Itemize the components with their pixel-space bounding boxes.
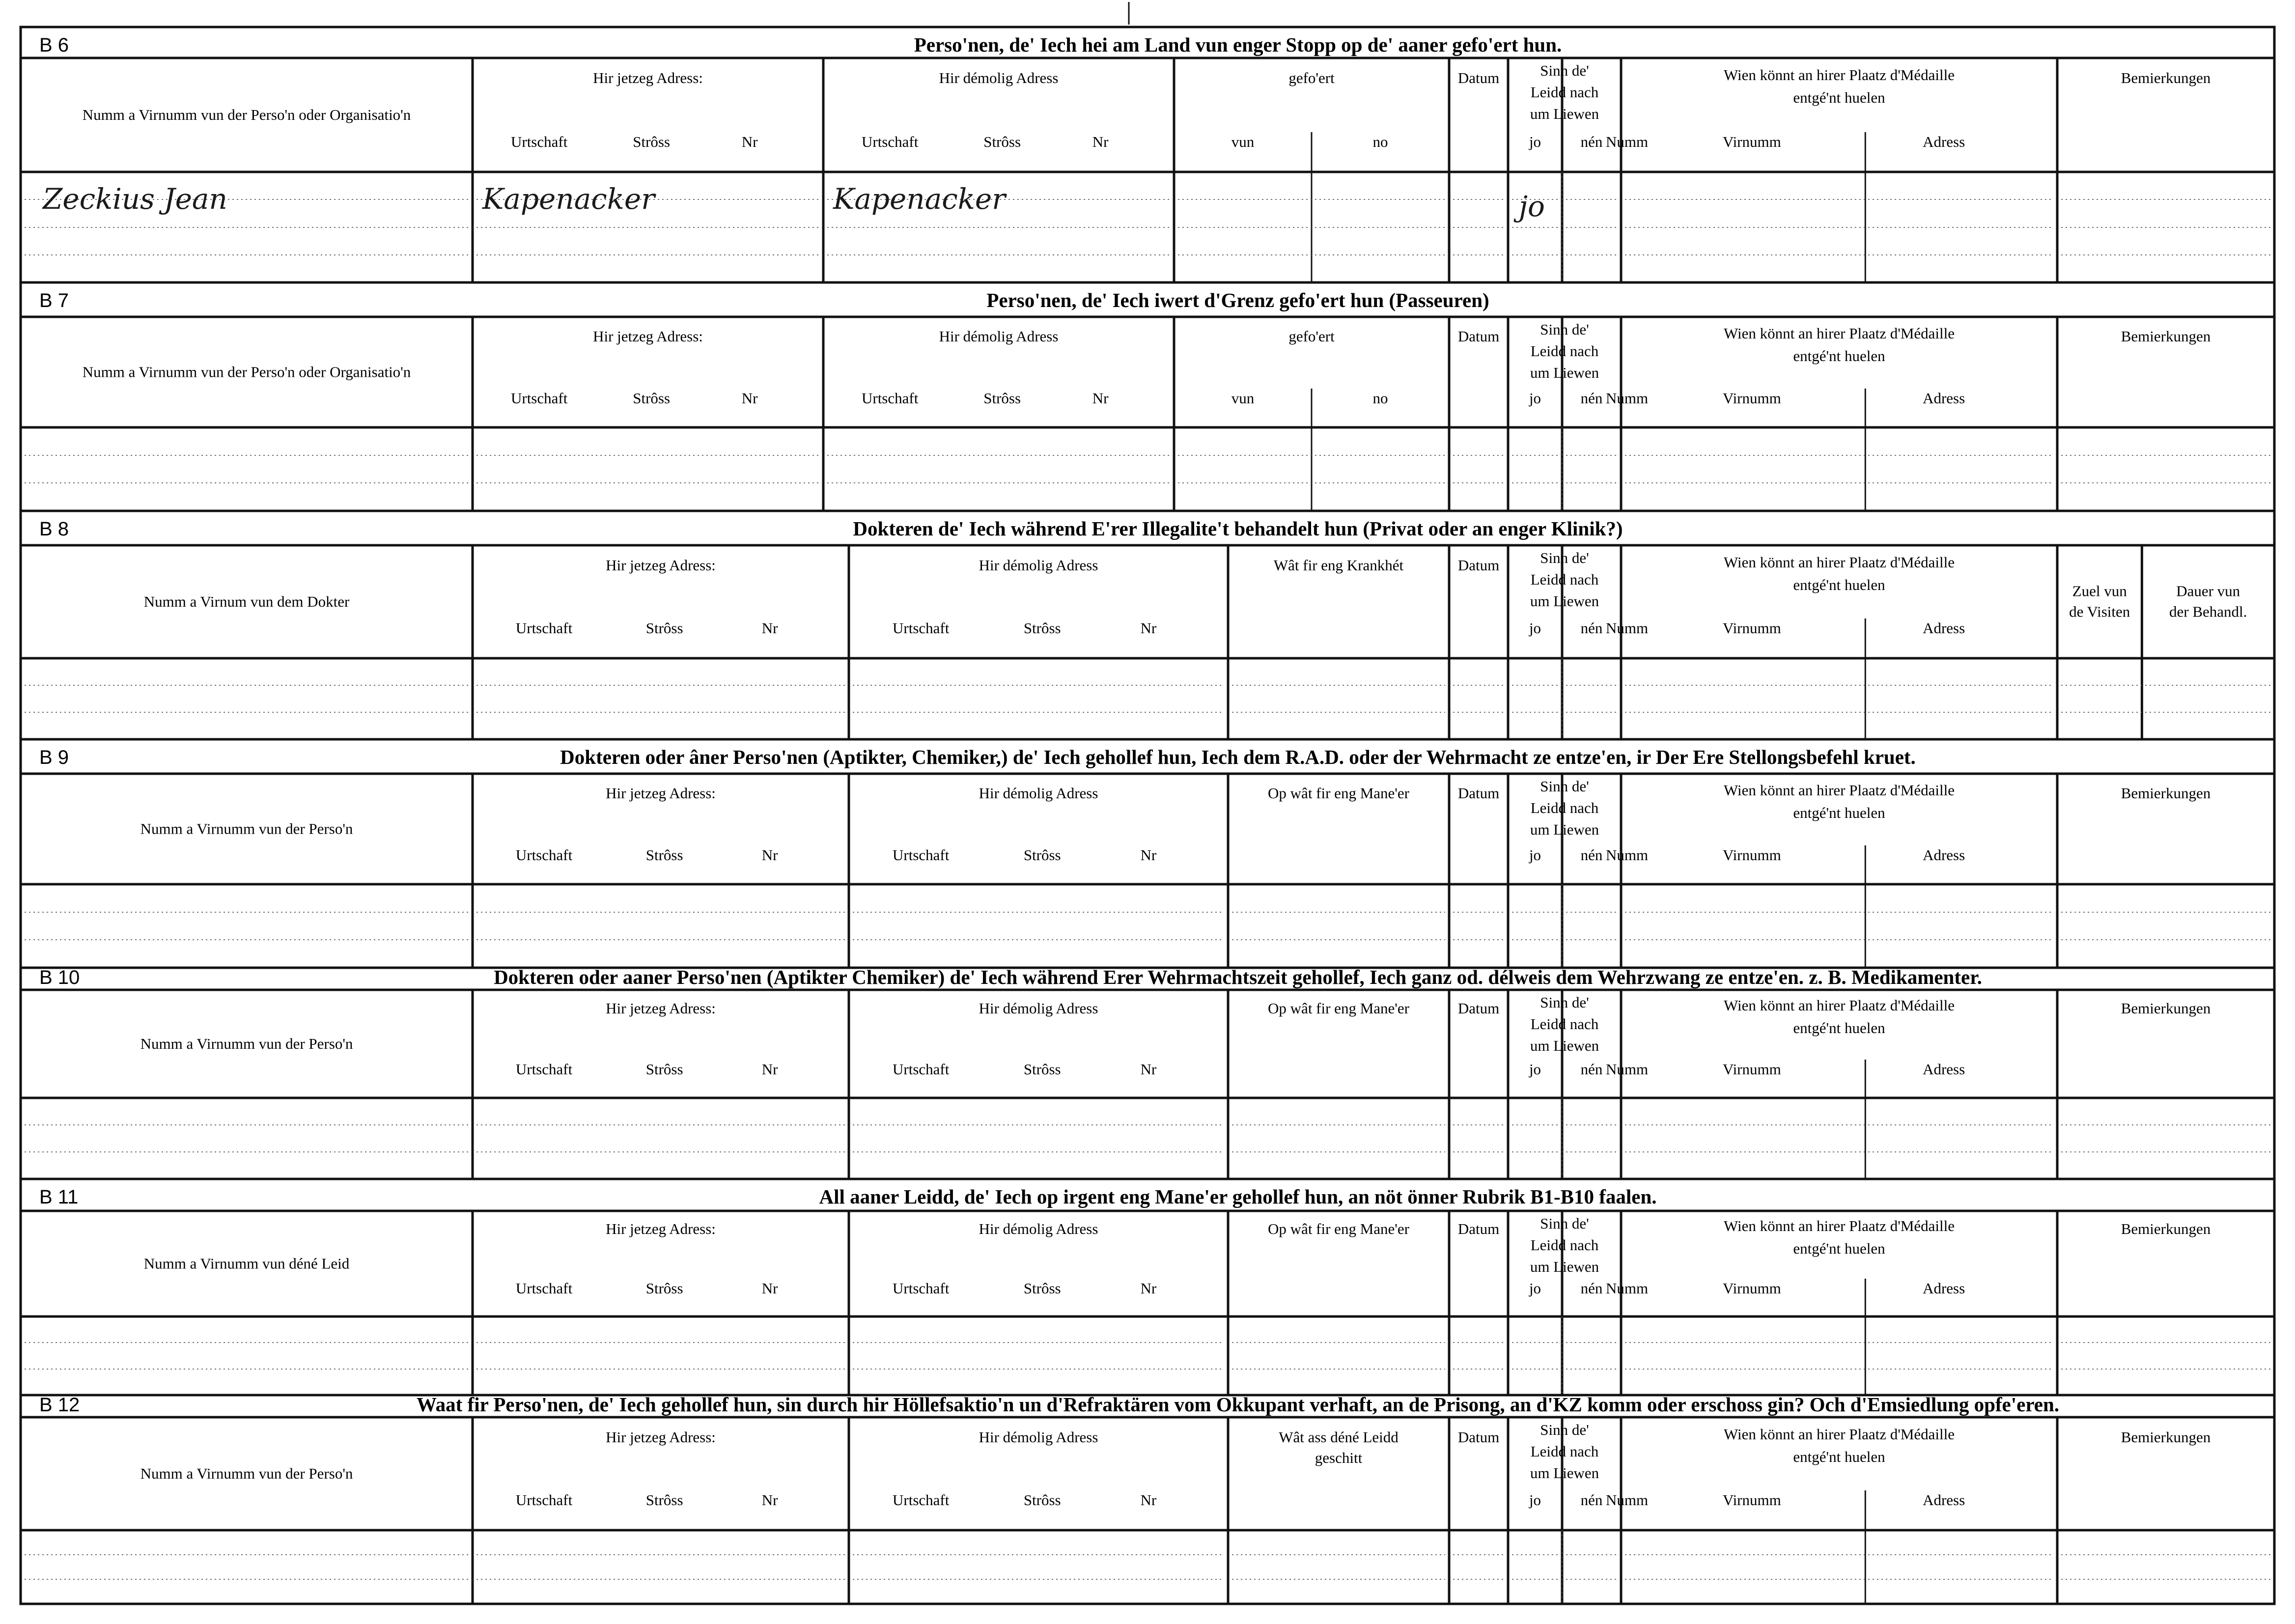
alive-yes: jo: [1529, 846, 1541, 864]
medal-recipient-header: Wien könnt an hirer Plaatz d'Médaille: [1723, 554, 1955, 571]
medal-sub-firstname: Virnumm: [1723, 1280, 1781, 1297]
former-address-header: Hir démolig Adress: [979, 557, 1098, 574]
name-column-header: Numm a Virnumm vun der Perso'n: [140, 820, 353, 838]
alive-header: Leidd nach: [1530, 799, 1599, 816]
address-sub-number: Nr: [1092, 133, 1109, 150]
address-sub-street: Strôss: [645, 1491, 683, 1509]
date-header: Datum: [1457, 1220, 1500, 1237]
address-sub-number: Nr: [1140, 619, 1157, 637]
section-b-7: [21, 282, 2274, 511]
medal-sub-firstname: Virnumm: [1723, 390, 1781, 407]
name-column-header: Numm a Virnum vun dem Dokter: [143, 593, 350, 610]
medal-sub-address: Adress: [1923, 846, 1965, 864]
medal-sub-address: Adress: [1923, 390, 1965, 407]
alive-no: nén: [1580, 390, 1603, 407]
name-column-header: Numm a Virnumm vun der Perso'n: [140, 1035, 353, 1052]
section-b-11: [21, 1179, 2274, 1395]
alive-header: Leidd nach: [1530, 571, 1599, 588]
section-code: B 8: [39, 518, 69, 540]
medal-sub-address: Adress: [1923, 1061, 1965, 1078]
name-column-header: Numm a Virnumm vun der Perso'n oder Organisatio'n: [82, 106, 411, 123]
visits-duration-header: Dauer vun: [2176, 582, 2240, 600]
medal-recipient-header: entgé'nt huelen: [1793, 1240, 1885, 1257]
section-b-12: [21, 1393, 2274, 1604]
section-code: B 6: [39, 34, 69, 56]
medal-sub-surname: Numm: [1605, 846, 1649, 864]
address-sub-town: Urtschaft: [510, 133, 568, 150]
alive-no: nén: [1580, 1280, 1603, 1297]
medal-sub-surname: Numm: [1605, 390, 1649, 407]
address-sub-town: Urtschaft: [861, 390, 919, 407]
medal-recipient-header: entgé'nt huelen: [1793, 1448, 1885, 1465]
name-column-header: Numm a Virnumm vun der Perso'n oder Organisatio'n: [82, 363, 411, 381]
date-header: Datum: [1457, 1000, 1500, 1017]
alive-header: um Liewen: [1530, 105, 1599, 122]
current-address-header: Hir jetzeg Adress:: [606, 1000, 716, 1017]
medal-sub-surname: Numm: [1605, 1491, 1649, 1509]
transport-to: no: [1372, 133, 1388, 150]
alive-header: Sinn de': [1540, 994, 1589, 1011]
alive-header: Leidd nach: [1530, 84, 1599, 101]
alive-header: um Liewen: [1530, 821, 1599, 838]
address-sub-number: Nr: [1140, 1280, 1157, 1297]
medal-sub-firstname: Virnumm: [1723, 1061, 1781, 1078]
medal-recipient-header: Wien könnt an hirer Plaatz d'Médaille: [1723, 1426, 1955, 1443]
alive-yes: jo: [1529, 390, 1541, 407]
medal-sub-address: Adress: [1923, 1491, 1965, 1509]
date-header: Datum: [1457, 69, 1500, 86]
transport-from: vun: [1231, 133, 1255, 150]
medal-recipient-header: entgé'nt huelen: [1793, 347, 1885, 364]
medal-recipient-header: Wien könnt an hirer Plaatz d'Médaille: [1723, 997, 1955, 1014]
address-sub-street: Strôss: [1023, 1061, 1061, 1078]
remarks-header: Bemierkungen: [2121, 1428, 2211, 1446]
address-sub-street: Strôss: [983, 133, 1021, 150]
section-b-9: [21, 739, 2274, 968]
alive-header: Sinn de': [1540, 1421, 1589, 1438]
form-border: [21, 27, 2274, 1604]
address-sub-street: Strôss: [1023, 619, 1061, 637]
medal-sub-firstname: Virnumm: [1723, 133, 1781, 150]
address-sub-town: Urtschaft: [893, 1061, 950, 1078]
address-sub-number: Nr: [761, 846, 778, 864]
alive-yes: jo: [1529, 1061, 1541, 1078]
date-header: Datum: [1457, 784, 1500, 802]
section-code: B 9: [39, 747, 69, 768]
section-code: B 10: [39, 967, 80, 988]
medal-sub-surname: Numm: [1605, 1280, 1649, 1297]
remarks-header: Bemierkungen: [2121, 1220, 2211, 1237]
address-sub-street: Strôss: [1023, 1280, 1061, 1297]
medal-recipient-header: entgé'nt huelen: [1793, 89, 1885, 106]
address-sub-street: Strôss: [633, 390, 671, 407]
section-title: Perso'nen, de' Iech iwert d'Grenz gefo'ert hun (Passeuren): [986, 289, 1489, 311]
alive-yes: jo: [1529, 619, 1541, 637]
medal-sub-surname: Numm: [1605, 619, 1649, 637]
address-sub-town: Urtschaft: [515, 1491, 573, 1509]
alive-no: nén: [1580, 133, 1603, 150]
middle-column-header: Op wât fir eng Mane'er: [1268, 784, 1409, 802]
middle-column-header: Op wât fir eng Mane'er: [1268, 1220, 1409, 1237]
date-header: Datum: [1457, 1428, 1500, 1446]
address-sub-town: Urtschaft: [861, 133, 919, 150]
alive-header: Sinn de': [1540, 321, 1589, 338]
address-sub-town: Urtschaft: [515, 619, 573, 637]
medal-sub-firstname: Virnumm: [1723, 1491, 1781, 1509]
date-header: Datum: [1457, 328, 1500, 345]
medal-sub-address: Adress: [1923, 133, 1965, 150]
address-sub-town: Urtschaft: [515, 1280, 573, 1297]
medal-sub-firstname: Virnumm: [1723, 619, 1781, 637]
visits-duration-header: der Behandl.: [2169, 603, 2247, 620]
current-address-header: Hir jetzeg Adress:: [606, 784, 716, 802]
alive-no: nén: [1580, 619, 1603, 637]
address-sub-number: Nr: [761, 1280, 778, 1297]
address-sub-street: Strôss: [645, 1061, 683, 1078]
former-address-header: Hir démolig Adress: [939, 69, 1059, 86]
alive-no: nén: [1580, 1491, 1603, 1509]
alive-header: Sinn de': [1540, 1215, 1589, 1232]
address-sub-street: Strôss: [645, 1280, 683, 1297]
transport-from: vun: [1231, 390, 1255, 407]
remarks-header: Bemierkungen: [2121, 69, 2211, 86]
section-code: B 11: [39, 1186, 79, 1208]
medal-recipient-header: entgé'nt huelen: [1793, 1019, 1885, 1036]
section-b-6: [21, 33, 2274, 282]
alive-header: um Liewen: [1530, 364, 1599, 381]
section-code: B 12: [39, 1394, 80, 1416]
alive-header: um Liewen: [1530, 592, 1599, 610]
alive-yes: jo: [1529, 1280, 1541, 1297]
address-sub-number: Nr: [1092, 390, 1109, 407]
current-address-header: Hir jetzeg Adress:: [606, 557, 716, 574]
section-b-10: [21, 966, 2274, 1179]
section-title: Dokteren de' Iech während E'rer Illegalite't behandelt hun (Privat oder an enger Klinik?): [853, 517, 1623, 540]
medal-recipient-header: entgé'nt huelen: [1793, 804, 1885, 821]
former-address-header: Hir démolig Adress: [979, 1220, 1098, 1237]
address-sub-town: Urtschaft: [893, 846, 950, 864]
transport-header: gefo'ert: [1288, 328, 1335, 345]
middle-column-header: geschitt: [1315, 1449, 1363, 1466]
middle-column-header: Op wât fir eng Mane'er: [1268, 1000, 1409, 1017]
medal-sub-surname: Numm: [1605, 133, 1649, 150]
address-sub-street: Strôss: [645, 846, 683, 864]
address-sub-number: Nr: [761, 1491, 778, 1509]
medal-sub-firstname: Virnumm: [1723, 846, 1781, 864]
address-sub-number: Nr: [741, 390, 758, 407]
section-b-8: [21, 511, 2274, 739]
medal-recipient-header: Wien könnt an hirer Plaatz d'Médaille: [1723, 1217, 1955, 1234]
current-address-header: Hir jetzeg Adress:: [606, 1220, 716, 1237]
alive-header: um Liewen: [1530, 1258, 1599, 1275]
address-sub-street: Strôss: [1023, 1491, 1061, 1509]
former-address-header: Hir démolig Adress: [979, 784, 1098, 802]
address-sub-number: Nr: [1140, 846, 1157, 864]
alive-no: nén: [1580, 846, 1603, 864]
address-sub-number: Nr: [741, 133, 758, 150]
former-address-header: Hir démolig Adress: [939, 328, 1059, 345]
medal-sub-address: Adress: [1923, 1280, 1965, 1297]
address-sub-street: Strôss: [983, 390, 1021, 407]
remarks-header: Bemierkungen: [2121, 784, 2211, 802]
section-title: All aaner Leidd, de' Iech op irgent eng Mane'er gehollef hun, an nöt önner Rubrik B1-B10 faalen.: [819, 1185, 1657, 1208]
alive-header: um Liewen: [1530, 1464, 1599, 1482]
alive-yes: jo: [1529, 1491, 1541, 1509]
name-column-header: Numm a Virnumm vun déné Leid: [143, 1255, 350, 1272]
address-sub-number: Nr: [761, 1061, 778, 1078]
former-address-header: Hir démolig Adress: [979, 1428, 1098, 1446]
middle-column-header: Wât fir eng Krankhét: [1273, 557, 1404, 574]
entry-alive[interactable]: jo: [1519, 190, 1545, 223]
entry-former-address[interactable]: Kapenacker: [833, 182, 1006, 216]
section-title: Waat fir Perso'nen, de' Iech gehollef hun, sin durch hir Höllefsaktio'n un d'Refraktären vom Okkupant verhaft, an de Prisong, an d'KZ komm oder erschoss gin? Och d'Emsiedlung opfe'eren.: [416, 1393, 2060, 1416]
medal-recipient-header: entgé'nt huelen: [1793, 576, 1885, 593]
alive-header: Leidd nach: [1530, 1015, 1599, 1033]
address-sub-town: Urtschaft: [893, 619, 950, 637]
address-sub-town: Urtschaft: [515, 846, 573, 864]
address-sub-town: Urtschaft: [893, 1491, 950, 1509]
medal-recipient-header: Wien könnt an hirer Plaatz d'Médaille: [1723, 66, 1955, 84]
name-column-header: Numm a Virnumm vun der Perso'n: [140, 1465, 353, 1482]
address-sub-number: Nr: [1140, 1061, 1157, 1078]
address-sub-street: Strôss: [645, 619, 683, 637]
entry-current-address[interactable]: Kapenacker: [482, 182, 655, 216]
transport-to: no: [1372, 390, 1388, 407]
remarks-header: Bemierkungen: [2121, 1000, 2211, 1017]
visits-duration-header: Zuel vun: [2072, 582, 2127, 600]
transport-header: gefo'ert: [1288, 69, 1335, 86]
medal-recipient-header: Wien könnt an hirer Plaatz d'Médaille: [1723, 782, 1955, 799]
former-address-header: Hir démolig Adress: [979, 1000, 1098, 1017]
alive-header: Leidd nach: [1530, 342, 1599, 360]
entry-name[interactable]: Zeckius Jean: [43, 182, 227, 216]
medal-recipient-header: Wien könnt an hirer Plaatz d'Médaille: [1723, 325, 1955, 342]
alive-no: nén: [1580, 1061, 1603, 1078]
section-title: Dokteren oder aaner Perso'nen (Aptikter Chemiker) de' Iech während Erer Wehrmachtszeit gehollef, Iech ganz od. délweis dem Wehrzwang ze entze'en. z. B. Medikamenter.: [494, 966, 1982, 988]
address-sub-number: Nr: [1140, 1491, 1157, 1509]
current-address-header: Hir jetzeg Adress:: [606, 1428, 716, 1446]
alive-header: Sinn de': [1540, 778, 1589, 795]
middle-column-header: Wât ass déné Leidd: [1279, 1428, 1399, 1446]
section-title: Perso'nen, de' Iech hei am Land vun enger Stopp op de' aaner gefo'ert hun.: [914, 33, 1562, 56]
address-sub-number: Nr: [761, 619, 778, 637]
alive-header: Sinn de': [1540, 62, 1589, 79]
section-code: B 7: [39, 290, 69, 311]
medal-sub-address: Adress: [1923, 619, 1965, 637]
current-address-header: Hir jetzeg Adress:: [593, 69, 703, 86]
section-title: Dokteren oder âner Perso'nen (Aptikter, Chemiker,) de' Iech gehollef hun, Iech dem R.A.D. oder der Wehrmacht ze entze'en, ir Der Ere Stellongsbefehl kruet.: [560, 746, 1916, 768]
remarks-header: Bemierkungen: [2121, 328, 2211, 345]
alive-header: Sinn de': [1540, 549, 1589, 566]
address-sub-street: Strôss: [633, 133, 671, 150]
address-sub-street: Strôss: [1023, 846, 1061, 864]
visits-duration-header: de Visiten: [2069, 603, 2130, 620]
alive-header: Leidd nach: [1530, 1443, 1599, 1460]
address-sub-town: Urtschaft: [510, 390, 568, 407]
current-address-header: Hir jetzeg Adress:: [593, 328, 703, 345]
alive-header: Leidd nach: [1530, 1236, 1599, 1254]
medal-sub-surname: Numm: [1605, 1061, 1649, 1078]
alive-yes: jo: [1529, 133, 1541, 150]
address-sub-town: Urtschaft: [515, 1061, 573, 1078]
address-sub-town: Urtschaft: [893, 1280, 950, 1297]
date-header: Datum: [1457, 557, 1500, 574]
alive-header: um Liewen: [1530, 1037, 1599, 1054]
